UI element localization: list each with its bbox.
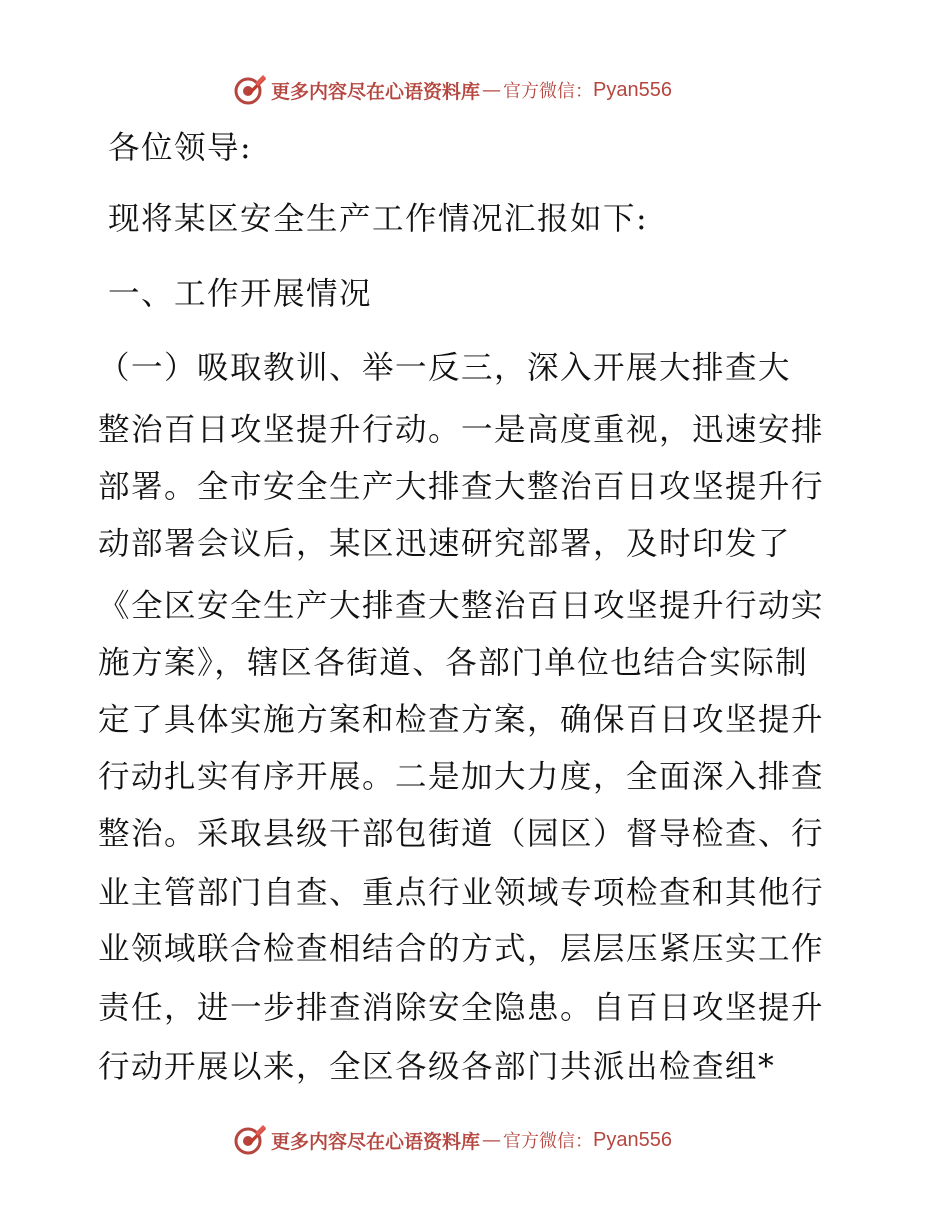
paragraph-line: 定了具体实施方案和检查方案，确保百日攻坚提升 [98,702,825,738]
paragraph-line: 责任，进一步排查消除安全隐患。自百日攻坚提升 [98,990,825,1026]
watermark-text: 更多内容尽在心语资料库 [271,80,481,103]
paragraph-line: 部署。全市安全生产大排查大整治百日攻坚提升行 [98,469,825,505]
watermark-text: 更多内容尽在心语资料库 [271,1130,481,1153]
watermark-official-label: 官方微信： [503,81,594,102]
paragraph-line: 行动开展以来，全区各级各部门共派出检查组* [98,1049,776,1085]
salutation: 各位领导: [108,130,253,166]
section-heading: 一、工作开展情况 [108,276,373,312]
paragraph-line: 《全区安全生产大排查大整治百日攻坚提升行动实 [98,588,825,624]
watermark-header [233,72,672,108]
paragraph-line: 行动扎实有序开展。二是加大力度，全面深入排查 [98,759,825,795]
paragraph-line: 业主管部门自查、重点行业领域专项检查和其他行 [98,875,825,911]
paragraph-line: 整治百日攻坚提升行动。一是高度重视，迅速安排 [98,412,825,448]
paragraph-line: 业领域联合检查相结合的方式，层层压紧压实工作 [98,931,825,967]
watermark-separator: — [482,1129,502,1151]
watermark-footer [233,1122,672,1158]
paragraph-line: 施方案》，辖区各街道、各部门单位也结合实际制 [98,645,809,681]
quill-pen-logo-icon [233,73,267,107]
paragraph-line: （一）吸取教训、举一反三，深入开展大排查大 [98,350,792,386]
paragraph-line: 整治。采取县级干部包街道（园区）督导检查、行 [98,816,825,852]
watermark-wechat-id: Pyan556 [593,1128,672,1151]
watermark-wechat-id: Pyan556 [593,78,672,101]
watermark-official-label: 官方微信： [503,1131,594,1152]
intro-line: 现将某区安全生产工作情况汇报如下: [108,201,649,237]
paragraph-line: 动部署会议后，某区迅速研究部署，及时印发了 [98,526,792,562]
watermark-separator: — [482,79,502,101]
quill-pen-logo-icon [233,1123,267,1157]
